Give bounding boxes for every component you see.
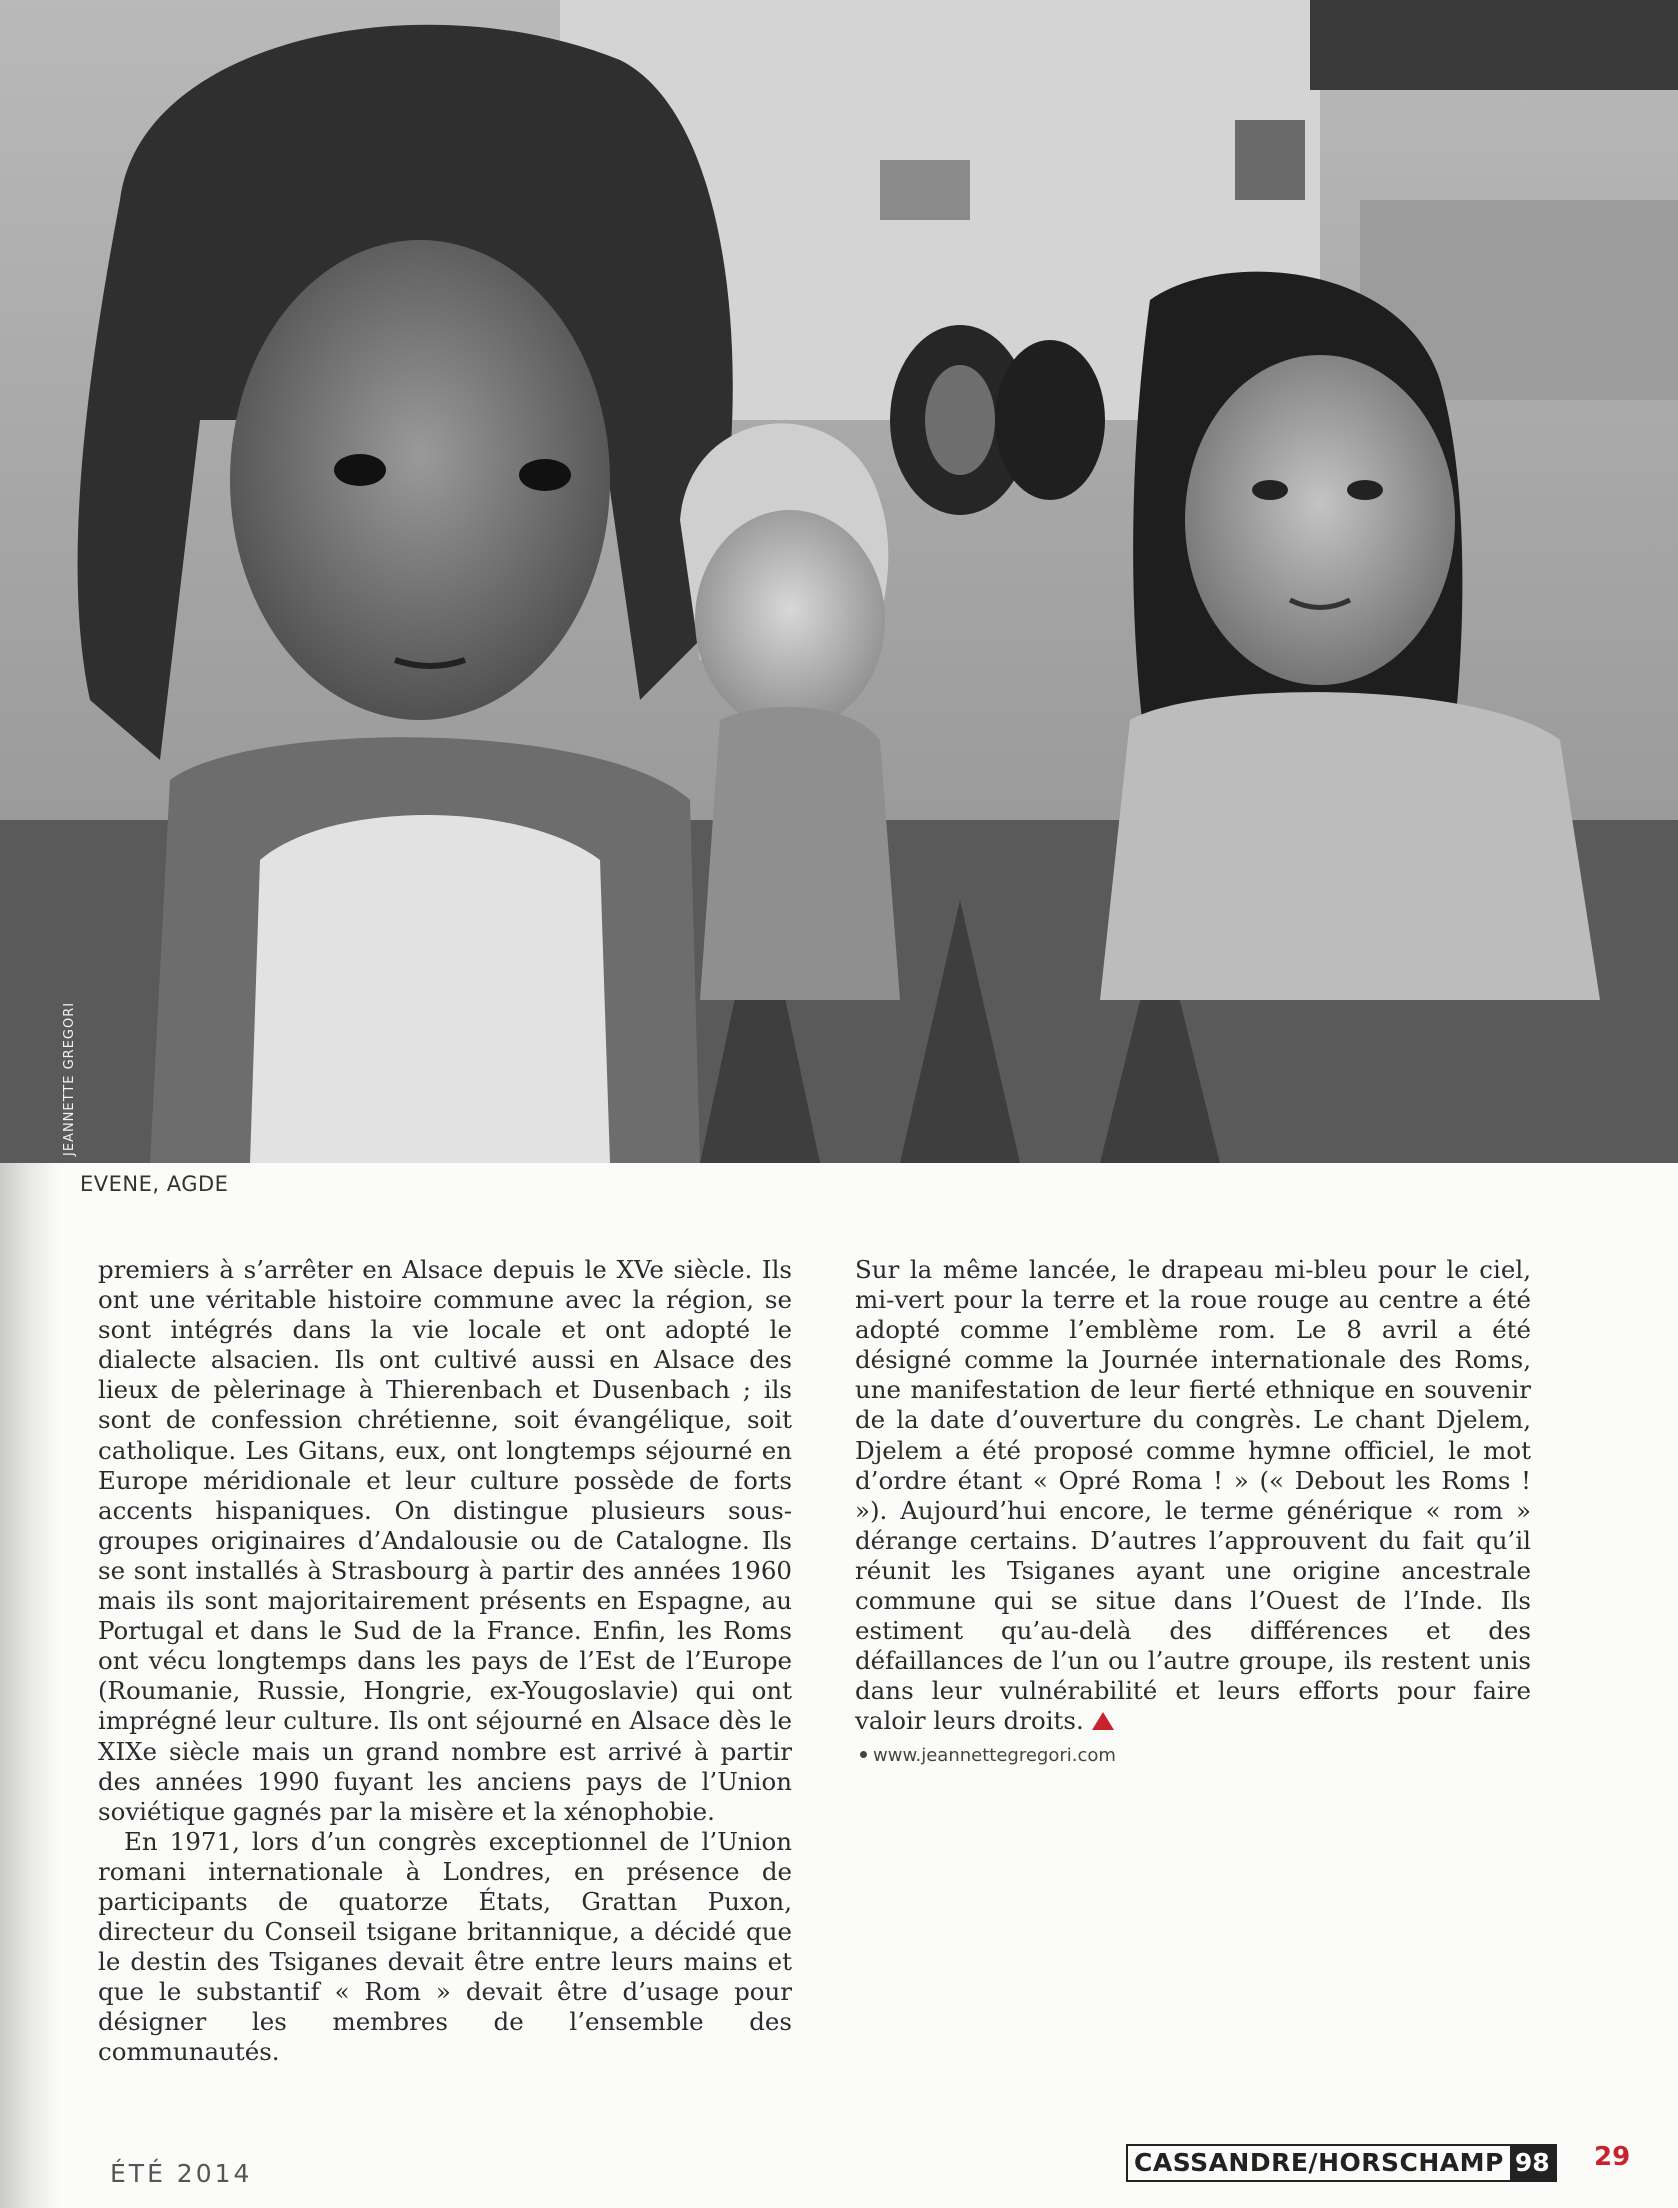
magazine-name: CASSANDRE/HORSCHAMP — [1134, 2148, 1504, 2177]
article-column-left — [98, 1255, 792, 2068]
page-number: 29 — [1594, 2142, 1631, 2172]
paragraph: En 1971, lors d’un congrès exceptionnel de l’Union romani internationale à Londres, en présence de participants de quatorze États, Grattan Puxon, directeur du Conseil tsigane britannique, a décidé que le destin des Tsiganes devait être entre leurs mains et que le substantif « Rom » devait être d’usage pour désigner les membres de l’ensemble des communautés. — [98, 1826, 792, 2067]
website-url: www.jeannettegregori.com — [873, 1745, 1116, 1766]
website-link[interactable] — [860, 1745, 1116, 1766]
paragraph: premiers à s’arrêter en Alsace depuis le XVe siècle. Ils ont une véritable histoire commune avec la région, se sont intégrés dans la vie locale et ont adopté le dialecte alsacien. Ils ont cultivé aussi en Alsace des lieux de pèlerinage à Thierenbach et Dusenbach ; ils sont de confession chrétienne, soit évangélique, soit catholique. Les Gitans, eux, ont longtemps séjourné en Europe méridionale et leur culture possède de forts accents hispaniques. On distingue plusieurs sous-groupes originaires d’Andalousie ou de Catalogne. Ils se sont installés à Strasbourg à partir des années 1960 mais ils sont majoritairement présents en Espagne, au Portugal et dans le Sud de la France. Enfin, les Roms ont vécu longtemps dans les pays de l’Est de l’Europe (Roumanie, Russie, Hongrie, ex-Yougoslavie) qui ont imprégné leur culture. Ils ont séjourné en Alsace dès le XIXe siècle mais un grand nombre est arrivé à partir des années 1990 fuyant les anciens pays de l’Union soviétique gagnés par la misère et la xénophobie. — [98, 1255, 792, 1826]
photo-caption: EVENE, AGDE — [80, 1172, 229, 1196]
issue-season: ÉTÉ 2014 — [110, 2159, 253, 2188]
end-of-article-triangle-icon — [1092, 1712, 1114, 1730]
paragraph-text: Sur la même lancée, le drapeau mi-bleu pour le ciel, mi-vert pour la terre et la roue rouge au centre a été adopté comme l’emblème rom. Le 8 avril a été désigné comme la Journée internationale des Roms, une manifestation de leur fierté ethnique en souvenir de la date d’ouverture du congrès. Le chant Djelem, Djelem a été proposé comme hymne officiel, le mot d’ordre étant « Opré Roma ! » (« Debout les Roms ! »). Aujourd’hui encore, le terme générique « rom » dérange certains. D’autres l’approuvent du fait qu’il réunit les Tsiganes ayant une origine ancestrale commune qui se situe dans l’Ouest de l’Inde. Ils estiment qu’au-delà des différences et des défaillances de l’un ou l’autre groupe, ils restent unis dans leur vulnérabilité et leurs efforts pour faire valoir leurs droits. — [855, 1255, 1531, 1736]
article-column-right — [855, 1255, 1531, 1737]
photo-credit: JEANNETTE GREGORI — [62, 1001, 77, 1156]
magazine-masthead — [1126, 2144, 1557, 2182]
issue-number: 98 — [1510, 2146, 1555, 2180]
paragraph — [855, 1255, 1531, 1737]
bullet-icon — [860, 1751, 867, 1758]
